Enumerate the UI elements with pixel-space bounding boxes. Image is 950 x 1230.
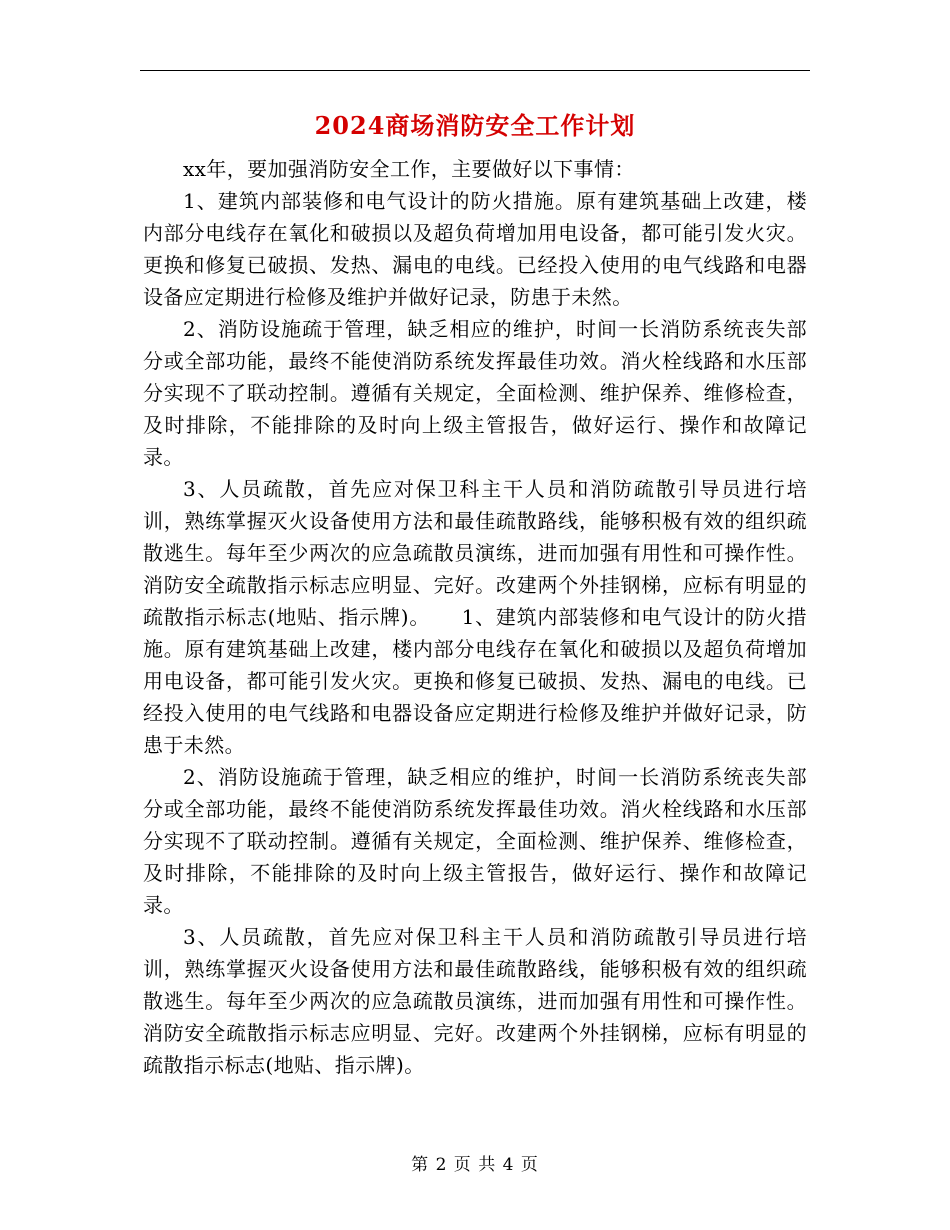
page-number: 第 2 页 共 4 页 xyxy=(411,1155,539,1175)
body-paragraph: 2、消防设施疏于管理，缺乏相应的维护，时间一长消防系统丧失部分或全部功能，最终不能使消防系统发挥最佳功效。消火栓线路和水压部分实现不了联动控制。遵循有关规定，全面检测、维护保养、维修检查，及时排除，不能排除的及时向上级主管报告，做好运行、操作和故障记录。 xyxy=(143,765,807,917)
body-paragraph: 1、建筑内部装修和电气设计的防火措施。原有建筑基础上改建，楼内部分电线存在氧化和破损以及超负荷增加用电设备，都可能引发火灾。更换和修复已破损、发热、漏电的电线。已经投入使用的电气线路和电器设备应定期进行检修及维护并做好记录，防患于未然。 xyxy=(143,189,807,309)
intro-paragraph: xx年，要加强消防安全工作，主要做好以下事情： xyxy=(183,157,635,181)
document-body xyxy=(143,153,807,1081)
document-title: 2024商场消防安全工作计划 xyxy=(314,111,636,140)
body-paragraph: 2、消防设施疏于管理，缺乏相应的维护，时间一长消防系统丧失部分或全部功能，最终不能使消防系统发挥最佳功效。消火栓线路和水压部分实现不了联动控制。遵循有关规定，全面检测、维护保养、维修检查，及时排除，不能排除的及时向上级主管报告，做好运行、操作和故障记录。 xyxy=(143,317,807,469)
body-paragraph: 3、人员疏散，首先应对保卫科主干人员和消防疏散引导员进行培训，熟练掌握灭火设备使用方法和最佳疏散路线，能够积极有效的组织疏散逃生。每年至少两次的应急疏散员演练，进而加强有用性和可操作性。消防安全疏散指示标志应明显、完好。改建两个外挂钢梯，应标有明显的疏散指示标志(地贴、指示牌)。 1、建筑内部装修和电气设计的防火措施。原有建筑基础上改建，楼内部分电线存在氧化和破损以及超负荷增加用电设备，都可能引发火灾。更换和修复已破损、发热、漏电的电线。已经投入使用的电气线路和电器设备应定期进行检修及维护并做好记录，防患于未然。 xyxy=(143,477,807,757)
body-paragraph: 3、人员疏散，首先应对保卫科主干人员和消防疏散引导员进行培训，熟练掌握灭火设备使用方法和最佳疏散路线，能够积极有效的组织疏散逃生。每年至少两次的应急疏散员演练，进而加强有用性和可操作性。消防安全疏散指示标志应明显、完好。改建两个外挂钢梯，应标有明显的疏散指示标志(地贴、指示牌)。 xyxy=(143,925,807,1077)
header-rule xyxy=(140,70,810,71)
